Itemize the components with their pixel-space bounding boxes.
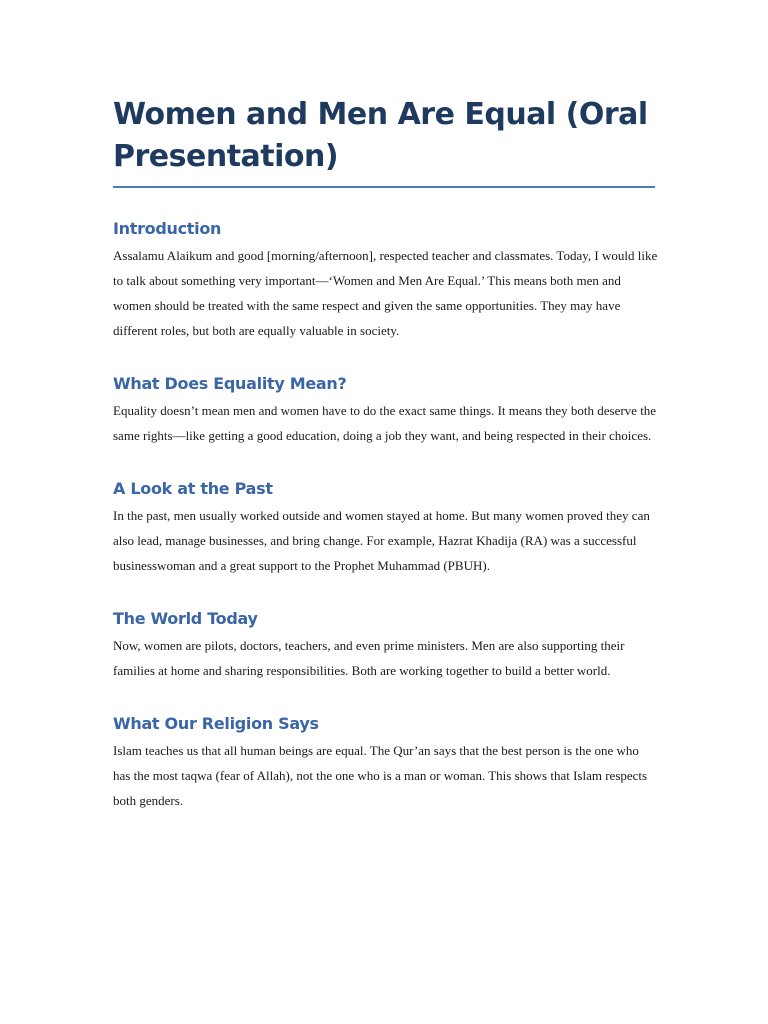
section-body: Equality doesn’t mean men and women have to do the exact same things. It means they both deserve the same rights—like getting a good education, doing a job they want, and being respected in their choices. bbox=[113, 403, 657, 443]
section-heading: What Does Equality Mean? bbox=[113, 374, 347, 393]
section-body: Islam teaches us that all human beings are equal. The Qur’an says that the best person is the one who has the most taqwa (fear of Allah), not the one who is a man or woman. This shows that Islam respects both genders. bbox=[113, 743, 648, 808]
section-heading: What Our Religion Says bbox=[113, 714, 319, 733]
section-what-our-religion-says bbox=[113, 713, 655, 813]
section-introduction bbox=[113, 218, 658, 343]
section-heading: Introduction bbox=[113, 219, 222, 238]
section-a-look-at-the-past bbox=[113, 478, 655, 578]
document-title: Women and Men Are Equal (Oral Presentation) bbox=[113, 94, 655, 188]
section-body: Assalamu Alaikum and good [morning/afternoon], respected teacher and classmates. Today, I would like to talk about something very important—‘Women and Men Are Equal.’ This means both men and women should be treated with the same respect and given the same opportunities. They may have different roles, but both are equally valuable in society. bbox=[113, 248, 658, 338]
section-body: Now, women are pilots, doctors, teachers, and even prime ministers. Men are also supporting their families at home and sharing responsibilities. Both are working together to build a better world. bbox=[113, 638, 625, 678]
section-what-does-equality-mean bbox=[113, 373, 655, 448]
section-the-world-today bbox=[113, 608, 655, 683]
section-body: In the past, men usually worked outside and women stayed at home. But many women proved they can also lead, manage businesses, and bring change. For example, Hazrat Khadija (RA) was a successful businesswoman and a great support to the Prophet Muhammad (PBUH). bbox=[113, 508, 650, 573]
section-heading: The World Today bbox=[113, 609, 258, 628]
section-heading: A Look at the Past bbox=[113, 479, 273, 498]
